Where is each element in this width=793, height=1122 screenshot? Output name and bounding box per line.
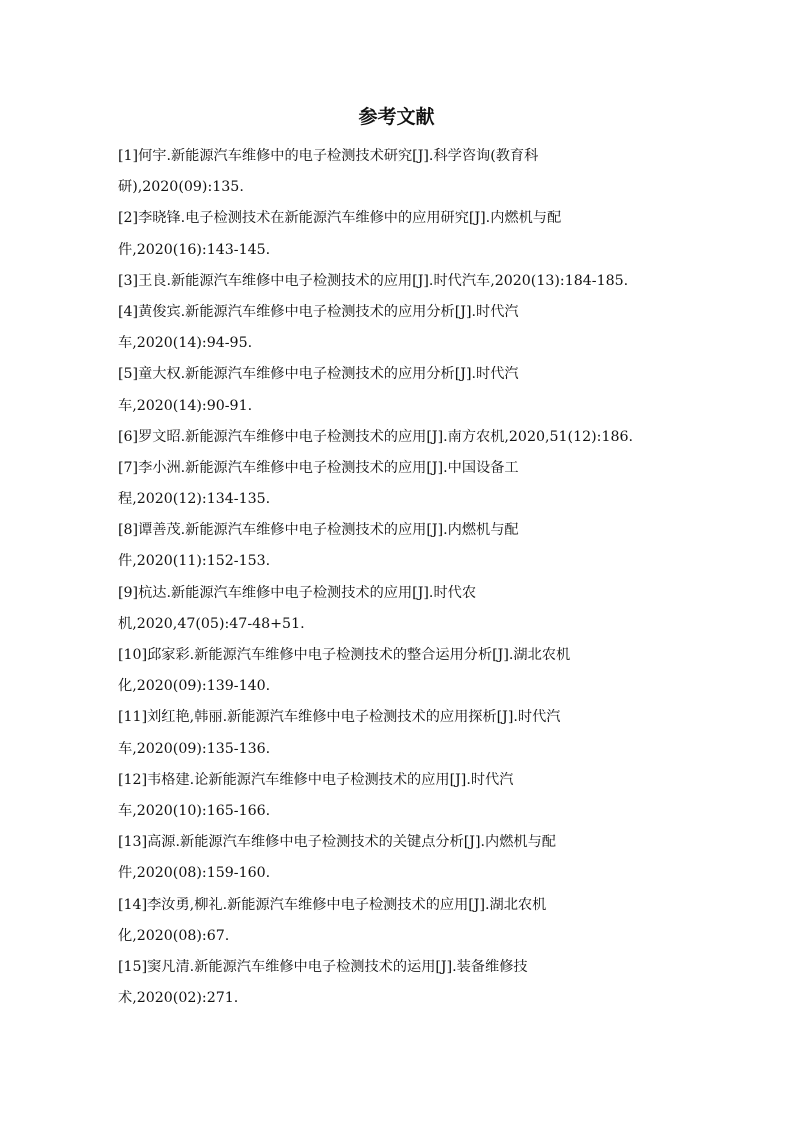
reference-line: 化,2020(08):67. [118,927,230,944]
reference-line: 车,2020(09):135-136. [118,740,271,757]
reference-line: 化,2020(09):139-140. [118,678,271,695]
reference-line: [7]李小洲.新能源汽车维修中电子检测技术的应用[J].中国设备工 [118,459,519,476]
reference-line: 研),2020(09):135. [118,179,244,196]
reference-line: 车,2020(14):94-95. [118,335,253,352]
reference-line: 机,2020,47(05):47-48+51. [118,615,305,632]
reference-line: [9]杭达.新能源汽车维修中电子检测技术的应用[J].时代农 [118,584,477,601]
reference-line: 件,2020(16):143-145. [118,241,271,258]
reference-line: [10]邱家彩.新能源汽车维修中电子检测技术的整合运用分析[J].湖北农机 [118,647,571,663]
reference-line: 件,2020(08):159-160. [118,865,271,882]
reference-line: 车,2020(10):165-166. [118,802,271,819]
reference-line: [4]黄俊宾.新能源汽车维修中电子检测技术的应用分析[J].时代汽 [118,303,519,320]
reference-line: 件,2020(11):152-153. [118,553,271,570]
reference-line: [8]谭善茂.新能源汽车维修中电子检测技术的应用[J].内燃机与配 [118,522,519,539]
reference-line: [11]刘红艳,韩丽.新能源汽车维修中电子检测技术的应用探析[J].时代汽 [118,709,561,726]
reference-line: 车,2020(14):90-91. [118,397,253,414]
reference-list [118,141,678,1014]
reference-line: [2]李晓锋.电子检测技术在新能源汽车维修中的应用研究[J].内燃机与配 [118,210,562,227]
reference-line: 术,2020(02):271. [118,990,239,1007]
reference-line: [3]王良.新能源汽车维修中电子检测技术的应用[J].时代汽车,2020(13):184-185. [118,272,629,289]
reference-line: [5]童大权.新能源汽车维修中电子检测技术的应用分析[J].时代汽 [118,366,519,383]
reference-line: [6]罗文昭.新能源汽车维修中电子检测技术的应用[J].南方农机,2020,51(12):186. [118,428,634,445]
page-title: 参考文献 [358,106,435,128]
reference-line: 程,2020(12):134-135. [118,491,271,508]
reference-line: [14]李汝勇,柳礼.新能源汽车维修中电子检测技术的应用[J].湖北农机 [118,896,547,913]
reference-line: [12]韦格建.论新能源汽车维修中电子检测技术的应用[J].时代汽 [118,771,514,788]
reference-line: [1]何宇.新能源汽车维修中的电子检测技术研究[J].科学咨询(教育科 [118,148,539,164]
reference-line: [13]高源.新能源汽车维修中电子检测技术的关键点分析[J].内燃机与配 [118,834,556,851]
reference-line: [15]窦凡清.新能源汽车维修中电子检测技术的运用[J].装备维修技 [118,958,528,975]
